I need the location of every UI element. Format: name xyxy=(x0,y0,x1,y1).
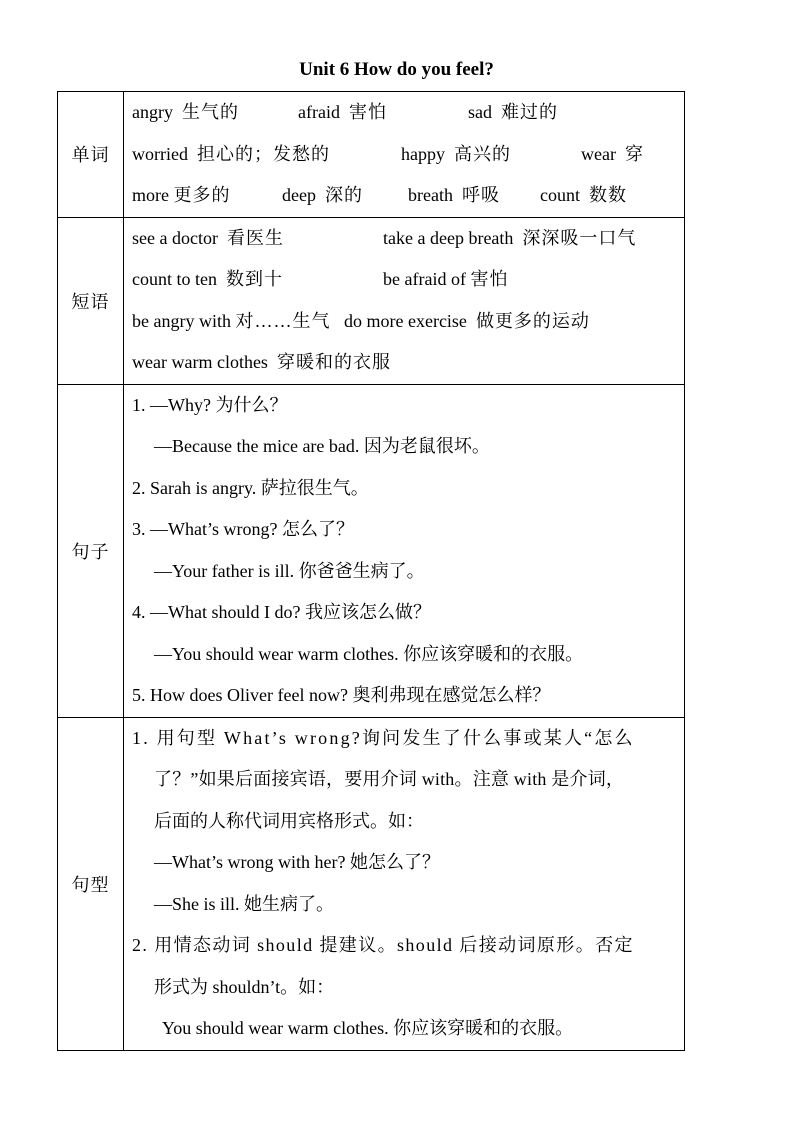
sentence-line: 2. Sarah is angry. 萨拉很生气。 xyxy=(132,477,369,498)
words-cell xyxy=(124,92,685,218)
words-line-2 xyxy=(132,134,676,176)
phrases-line-4 xyxy=(132,342,676,384)
pattern-line: 1. 用句型 What’s wrong?询问发生了什么事或某人“怎么 xyxy=(132,727,635,748)
phrase-item: be angry with 对……生气 xyxy=(132,310,331,331)
phrase-item: be afraid of 害怕 xyxy=(383,269,509,289)
patterns-cell xyxy=(124,717,685,1050)
pattern-line: 2. 用情态动词 should 提建议。should 后接动词原形。否定 xyxy=(132,935,634,955)
sentences-cell xyxy=(124,384,685,717)
phrase-item: wear warm clothes 穿暖和的衣服 xyxy=(132,352,391,372)
word-item: wear 穿 xyxy=(581,143,644,164)
word-item: deep 深的 xyxy=(282,185,363,205)
phrases-line-2 xyxy=(132,259,676,301)
word-item: angry 生气的 xyxy=(132,102,239,122)
words-label: 单词 xyxy=(58,92,124,218)
patterns-label: 句型 xyxy=(58,717,124,1050)
sentence-line: —You should wear warm clothes. 你应该穿暖和的衣服。 xyxy=(154,643,584,664)
pattern-line: 了？”如果后面接宾语，要用介词 with。注意 with 是介词， xyxy=(154,769,625,789)
word-item: more 更多的 xyxy=(132,185,231,205)
pattern-line: —She is ill. 她生病了。 xyxy=(154,893,335,914)
word-item: breath 呼吸 xyxy=(408,185,500,205)
phrases-row xyxy=(58,217,685,384)
sentence-line: 5. How does Oliver feel now? 奥利弗现在感觉怎么样？ xyxy=(132,685,551,705)
phrase-item: take a deep breath 深深吸一口气 xyxy=(383,227,637,248)
words-line-3 xyxy=(132,175,676,217)
pattern-line: You should wear warm clothes. 你应该穿暖和的衣服。 xyxy=(162,1018,574,1038)
phrases-cell xyxy=(124,217,685,384)
sentence-line: —Because the mice are bad. 因为老鼠很坏。 xyxy=(154,436,490,456)
phrases-line-3 xyxy=(132,301,676,343)
word-item: happy 高兴的 xyxy=(401,143,511,164)
pattern-line: 形式为 shouldn’t。如： xyxy=(154,976,335,997)
pattern-line: —What’s wrong with her? 她怎么了？ xyxy=(154,852,440,872)
page-title: Unit 6 How do you feel? xyxy=(299,59,494,80)
sentence-line: —Your father is ill. 你爸爸生病了。 xyxy=(154,560,425,581)
words-row xyxy=(58,92,685,218)
notes-table xyxy=(57,91,685,1051)
phrase-item: count to ten 数到十 xyxy=(132,269,283,289)
patterns-row xyxy=(58,717,685,1050)
phrase-item: do more exercise 做更多的运动 xyxy=(343,310,590,331)
sentences-label: 句子 xyxy=(58,384,124,717)
words-line-1 xyxy=(132,92,676,134)
sentences-row xyxy=(58,384,685,717)
word-item: count 数数 xyxy=(540,185,627,205)
word-item: afraid 害怕 xyxy=(298,102,387,122)
phrases-label: 短语 xyxy=(58,217,124,384)
sentence-line: 3. —What’s wrong? 怎么了？ xyxy=(132,519,354,539)
pattern-line: 后面的人称代词用宾格形式。如： xyxy=(154,810,424,831)
sentence-line: 1. —Why? 为什么？ xyxy=(132,394,288,415)
phrase-item: see a doctor 看医生 xyxy=(132,227,284,248)
phrases-line-1 xyxy=(132,218,676,260)
word-item: sad 难过的 xyxy=(468,102,558,122)
word-item: worried 担心的；发愁的 xyxy=(132,143,330,164)
sentence-line: 4. —What should I do? 我应该怎么做？ xyxy=(132,602,431,622)
